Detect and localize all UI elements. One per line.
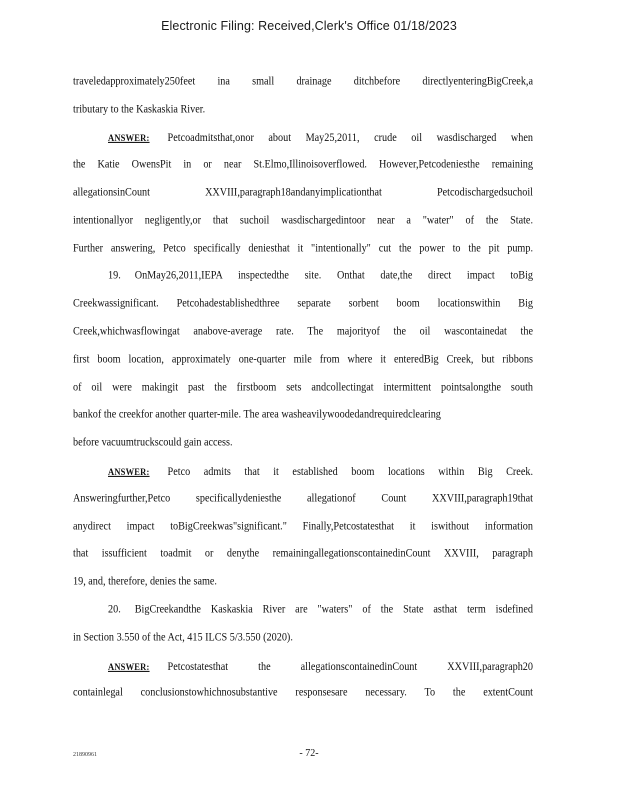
text-line: allegationsinCount XXVIII,paragraph18andanyimplicationthat Petcodischargedsuchoil xyxy=(73,187,533,199)
text-line: Further answering, Petco specifically deniesthat it "intentionally" cut the power to the pit pump. xyxy=(73,243,533,255)
page-number: - 72- xyxy=(299,748,319,759)
answer-paragraph-line xyxy=(108,130,533,146)
text-line: traveledapproximately250feet ina small drainage ditchbefore directlyenteringBigCreek,a xyxy=(73,76,533,88)
text-line: the Katie OwensPit in or near St.Elmo,Illinoisoverflowed. However,Petcodeniesthe remaining xyxy=(73,159,533,171)
text-line: first boom location, approximately one-quarter mile from where it enteredBig Creek, but ribbons xyxy=(73,354,533,366)
text-line: containlegal conclusionstowhichnosubstantive responsesare necessary. To the extentCount xyxy=(73,687,533,699)
text-line: 19, and, therefore, denies the same. xyxy=(73,576,217,588)
document-id: 21890961 xyxy=(73,752,97,758)
text-line: Answeringfurther,Petco specificallydeniesthe allegationof Count XXVIII,paragraph19that xyxy=(73,493,533,505)
numbered-paragraph-line xyxy=(108,269,533,284)
text-line: that issufficient toadmit or denythe remainingallegationscontainedinCount XXVIII, paragraph xyxy=(73,548,533,560)
answer-paragraph-line xyxy=(108,464,533,480)
text-span: OnMay26,2011,IEPA inspectedthe site. Onthat date,the direct impact toBig xyxy=(134,270,533,282)
text-span: Petcostatesthat the allegationscontainedinCount XXVIII,paragraph20 xyxy=(167,661,533,674)
text-line: of oil were makingit past the firstboom sets andcollectingat intermittent pointsalongthe south xyxy=(73,382,533,394)
text-line: anydirect impact toBigCreekwas"significant." Finally,Petcostatesthat it iswithout information xyxy=(73,521,533,533)
paragraph-number: 19. xyxy=(108,270,121,282)
filing-stamp: Electronic Filing: Received,Clerk's Office 01/18/2023 xyxy=(161,19,457,33)
paragraph-number: 20. xyxy=(108,604,121,616)
answer-label: ANSWER: xyxy=(108,661,150,672)
text-line: intentionallyor negligently,or that suchoil wasdischargedintoor near a "water" of the State. xyxy=(73,215,533,227)
text-line: bankof the creekfor another quarter-mile. The area washeavilywoodedandrequiredclearing xyxy=(73,409,441,421)
answer-paragraph-line xyxy=(108,659,533,675)
answer-label: ANSWER: xyxy=(108,132,150,143)
text-line: tributary to the Kaskaskia River. xyxy=(73,104,206,116)
text-line: Creek,whichwasflowingat anabove-average rate. The majorityof the oil wascontainedat the xyxy=(73,326,533,338)
text-span: Petco admits that it established boom locations within Big Creek. xyxy=(167,466,533,479)
text-line: in Section 3.550 of the Act, 415 ILCS 5/3.550 (2020). xyxy=(73,632,293,644)
text-line: before vacuumtruckscould gain access. xyxy=(73,437,233,449)
text-span: Petcoadmitsthat,onor about May25,2011, crude oil wasdischarged when xyxy=(167,132,533,145)
text-span: BigCreekandthe Kaskaskia River are "waters" of the State asthat term isdefined xyxy=(134,604,533,616)
numbered-paragraph-line xyxy=(108,603,533,618)
text-line: Creekwassignificant. Petcohadestablishedthree separate sorbent boom locationswithin Big xyxy=(73,298,533,310)
answer-label: ANSWER: xyxy=(108,466,150,477)
